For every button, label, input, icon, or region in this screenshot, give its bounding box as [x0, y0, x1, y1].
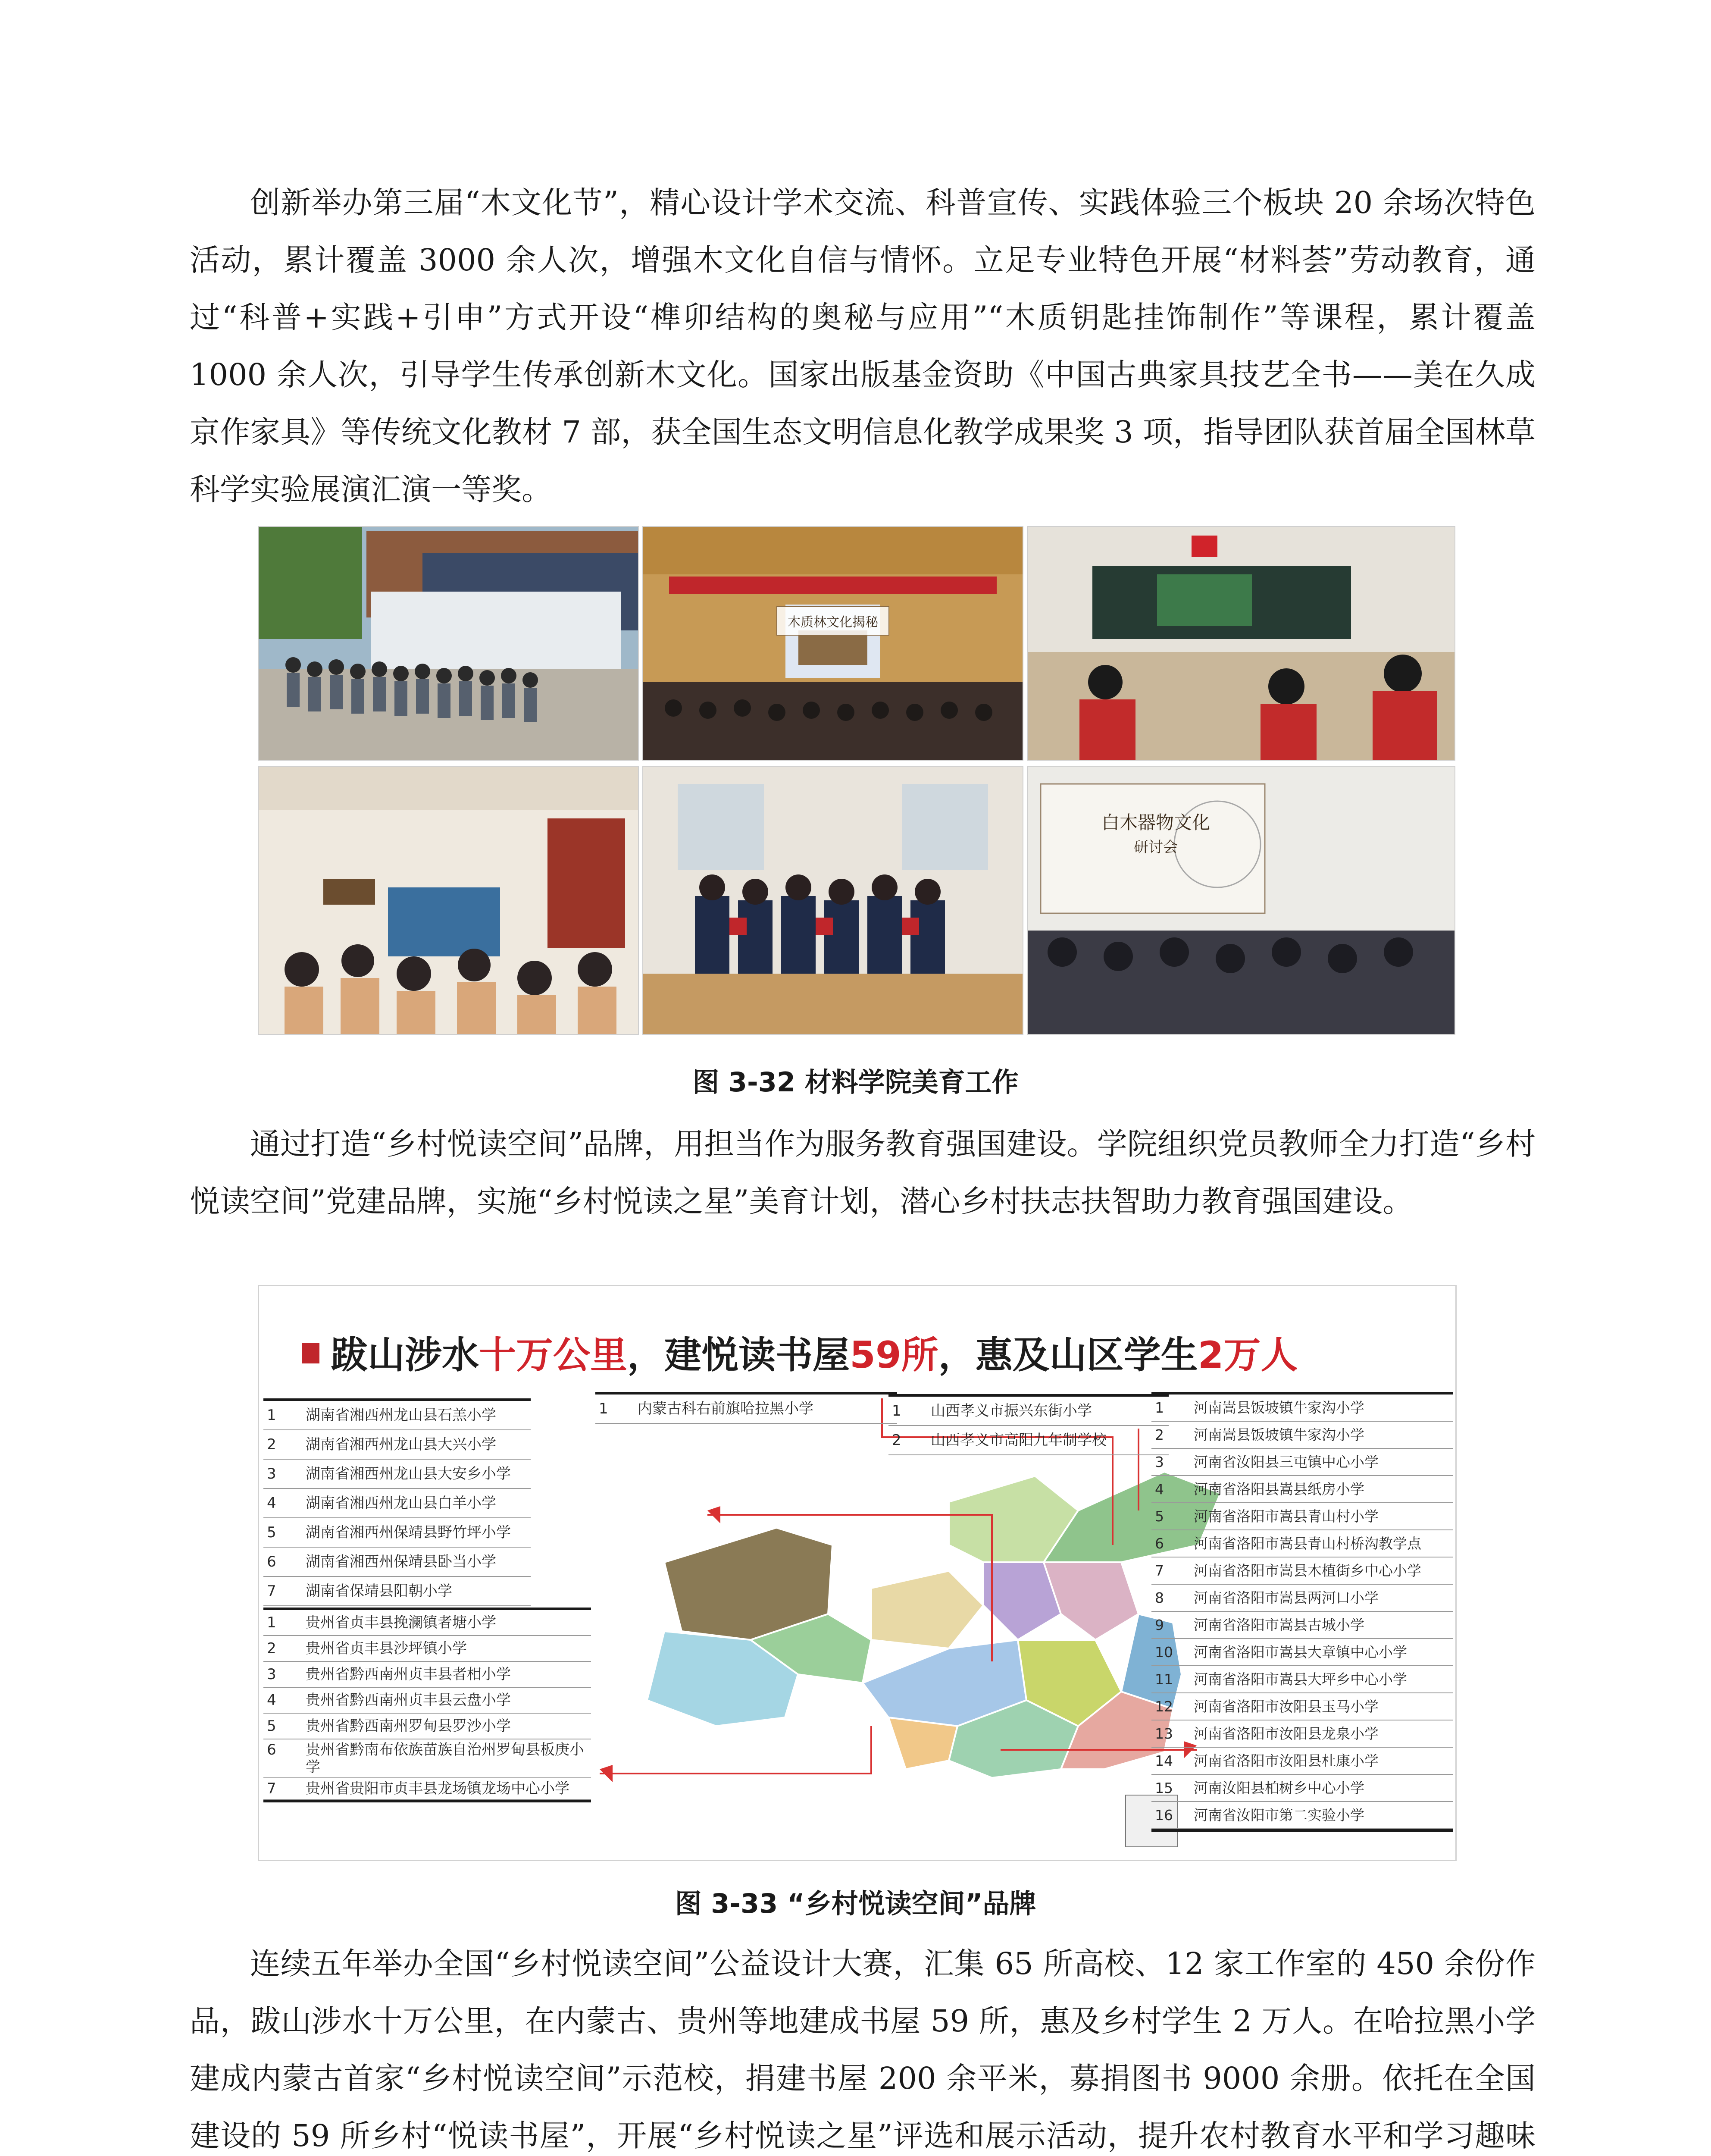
list-item-school-name: 河南省洛阳市嵩县青山村小学: [1194, 1508, 1379, 1525]
list-item: [1151, 1476, 1453, 1503]
list-item-school-name: 湖南省湘西州龙山县大兴小学: [306, 1436, 496, 1453]
list-item-number: 7: [267, 1780, 276, 1797]
list-item: [1151, 1666, 1453, 1693]
list-item-number: 1: [267, 1614, 276, 1631]
list-item-school-name: 湖南省保靖县阳朝小学: [306, 1583, 452, 1600]
photo-outdoor-exhibition: [258, 526, 639, 761]
list-item: [263, 1739, 591, 1778]
list-item-school-name: 河南省洛阳县嵩县纸房小学: [1194, 1481, 1364, 1498]
henan-school-list: [1151, 1392, 1453, 1832]
list-item-school-name: 河南省洛阳市嵩县两河口小学: [1194, 1589, 1379, 1606]
list-item: [263, 1401, 531, 1430]
photo-classroom-students: [1027, 526, 1455, 761]
list-item-number: 2: [267, 1640, 276, 1657]
list-item: [1151, 1748, 1453, 1775]
slide-title-1: 木质林文化揭秘: [776, 606, 889, 636]
list-item: [263, 1714, 591, 1739]
list-item-number: 5: [267, 1717, 276, 1735]
list-item-school-name: 内蒙古科右前旗哈拉黑小学: [638, 1400, 813, 1417]
body-paragraph-2: 通过打造“乡村悦读空间”品牌，用担当作为服务教育强国建设。学院组织党员教师全力打造“乡村悦读空间”党建品牌，实施“乡村悦读之星”美育计划，潜心乡村扶志扶智助力教育强国建设。: [190, 1126, 1536, 1219]
list-item-school-name: 贵州省黔西南州贞丰县者相小学: [306, 1666, 511, 1683]
figure-3-33: [258, 1285, 1457, 1861]
list-item-number: 11: [1155, 1671, 1173, 1688]
photo-museum-visit: [258, 766, 639, 1035]
figure-caption-3-32: 图 3-32 材料学院美育工作: [692, 1066, 1019, 1098]
list-item-number: 6: [1155, 1535, 1164, 1552]
list-item: [1151, 1639, 1453, 1666]
list-item-school-name: 河南嵩县饭坡镇牛家沟小学: [1194, 1426, 1364, 1443]
list-item-school-name: 河南省洛阳市嵩县古城小学: [1194, 1617, 1364, 1633]
list-item-number: 1: [1155, 1399, 1164, 1416]
list-item: [263, 1610, 591, 1636]
list-item-number: 10: [1155, 1644, 1173, 1661]
list-item-school-name: 湖南省湘西州龙山县大安乡小学: [306, 1465, 511, 1482]
list-item-school-name: 贵州省贞丰县挽澜镇者塘小学: [306, 1614, 496, 1631]
list-item: [1151, 1557, 1453, 1585]
list-item-number: 5: [1155, 1508, 1164, 1525]
list-item-number: 12: [1155, 1698, 1173, 1715]
list-item-school-name: 湖南省湘西州保靖县野竹坪小学: [306, 1524, 511, 1541]
slide-title-3: 研讨会: [1134, 838, 1178, 856]
list-item-school-name: 河南省洛阳市汝阳县龙泉小学: [1194, 1725, 1379, 1742]
list-item-number: 1: [267, 1407, 276, 1424]
list-item-number: 9: [1155, 1617, 1164, 1633]
list-item: [263, 1548, 531, 1577]
list-item-school-name: 山西孝义市振兴东街小学: [931, 1402, 1092, 1420]
list-item-number: 7: [1155, 1562, 1164, 1579]
list-item-school-name: 河南省汝阳县三屯镇中心小学: [1194, 1454, 1379, 1470]
list-item-number: 3: [1155, 1454, 1164, 1470]
list-item-school-name: 河南省洛阳市嵩县大坪乡中心小学: [1194, 1671, 1407, 1688]
slide-title-2: 白木器物文化: [1101, 812, 1211, 833]
list-item-school-name: 山西孝义市高阳九年制学校: [931, 1432, 1107, 1449]
list-item-school-name: 河南汝阳县柏树乡中心小学: [1194, 1780, 1364, 1796]
list-item-number: 14: [1155, 1752, 1173, 1769]
list-item-number: 16: [1155, 1807, 1173, 1824]
list-item: [263, 1688, 591, 1714]
list-item: [263, 1636, 591, 1662]
list-item: [1151, 1449, 1453, 1476]
list-item-number: 2: [267, 1436, 276, 1453]
list-item: [1151, 1802, 1453, 1829]
list-item-school-name: 河南嵩县饭坡镇牛家沟小学: [1194, 1399, 1364, 1416]
list-item-school-name: 贵州省黔西南州罗甸县罗沙小学: [306, 1717, 511, 1735]
list-item-number: 15: [1155, 1780, 1173, 1796]
list-item-school-name: 湖南省湘西州龙山县石羔小学: [306, 1407, 496, 1424]
list-item-school-name: 河南省洛阳市汝阳县杜康小学: [1194, 1752, 1379, 1769]
list-item-number: 8: [1155, 1589, 1164, 1606]
body-paragraph-1: 创新举办第三届“木文化节”，精心设计学术交流、科普宣传、实践体验三个板块 20 余场次特色活动，累计覆盖 3000 余人次，增强木文化自信与情怀。立足专业特色开展“材料荟”劳动教育，通过“科普+实践+引申”方式开设“榫卯结构的奥秘与应用”“木质钥匙挂饰制作”等课程，累计覆盖 1000 余人次，引导学生传承创新木文化。国家出版基金资助《中国古典家具技艺全书——美在久成 京作家具》等传统文化教材 7 部，获全国生态文明信息化教学成果奖 3 项，指导团队获首届全国林草科学实验展演汇演一等奖。: [190, 185, 1536, 507]
list-item-school-name: 贵州省黔西南州贞丰县云盘小学: [306, 1692, 511, 1709]
list-item-school-name: 湖南省湘西州保靖县卧当小学: [306, 1553, 496, 1570]
list-item: [263, 1662, 591, 1688]
list-item-school-name: 贵州省黔南布依族苗族自治州罗甸县板庚小学: [306, 1741, 584, 1776]
list-item: [1151, 1422, 1453, 1449]
list-item: [263, 1778, 591, 1800]
list-item-number: 1: [599, 1400, 608, 1417]
list-item: [263, 1489, 531, 1518]
list-item: [263, 1430, 531, 1460]
list-item-number: 6: [267, 1553, 276, 1570]
list-item: [1151, 1530, 1453, 1557]
list-item: [263, 1460, 531, 1489]
photo-group-students: [642, 766, 1023, 1035]
list-item-number: 2: [1155, 1426, 1164, 1443]
list-item-number: 7: [267, 1583, 276, 1600]
photo-auditorium-lecture: [642, 526, 1023, 761]
list-item-number: 4: [1155, 1481, 1164, 1498]
list-item-school-name: 湖南省湘西州龙山县白羊小学: [306, 1495, 496, 1512]
hunan-school-list: [263, 1398, 531, 1606]
list-item-number: 1: [892, 1402, 901, 1420]
list-item: [1151, 1775, 1453, 1802]
list-item: [595, 1395, 897, 1424]
list-item: [1151, 1503, 1453, 1530]
list-item-number: 3: [267, 1465, 276, 1482]
body-paragraph-3: 连续五年举办全国“乡村悦读空间”公益设计大赛，汇集 65 所高校、12 家工作室的 450 余份作品，跋山涉水十万公里，在内蒙古、贵州等地建成书屋 59 所，惠及乡村学生 2 万人。在哈拉黑小学建成内蒙古首家“乡村悦读空间”示范校，捐建书屋 200 余平米，募捐图书 9000 余册。依托在全国建设的 59 所乡村“悦读书屋”，开展“乡村悦读之星”评选和展示活动，提升农村教育水平和学习趣味: [190, 1946, 1536, 2153]
list-item: [1151, 1720, 1453, 1748]
list-item: [263, 1518, 531, 1548]
list-item: [1151, 1612, 1453, 1639]
photo-seminar: [1027, 766, 1455, 1035]
list-item: [263, 1577, 531, 1606]
list-item: [888, 1397, 1169, 1426]
list-item-number: 5: [267, 1524, 276, 1541]
list-item-school-name: 河南省汝阳市第二实验小学: [1194, 1807, 1364, 1824]
list-item-school-name: 河南省洛阳市嵩县大章镇中心小学: [1194, 1644, 1407, 1661]
list-item-school-name: 河南省洛阳市嵩县青山村桥沟教学点: [1194, 1535, 1421, 1552]
neimenggu-school-list: [595, 1392, 897, 1424]
shanxi-school-list: [888, 1394, 1169, 1455]
figure-banner-title: 跋山涉水十万公里，建悦读书屋59所，惠及山区学生2万人: [302, 1325, 1298, 1379]
list-item-number: 6: [267, 1741, 276, 1758]
list-item: [1151, 1693, 1453, 1720]
list-item-number: 2: [892, 1432, 901, 1449]
list-item-number: 4: [267, 1692, 276, 1709]
list-item: [888, 1426, 1169, 1455]
list-item-school-name: 贵州省贞丰县沙坪镇小学: [306, 1640, 467, 1657]
guizhou-school-list: [263, 1608, 591, 1802]
figure-caption-3-33: 图 3-33 “乡村悦读空间”品牌: [675, 1888, 1036, 1919]
list-item-school-name: 贵州省贵阳市贞丰县龙场镇龙场中心小学: [306, 1780, 569, 1797]
list-item-school-name: 河南省洛阳市汝阳县玉马小学: [1194, 1698, 1379, 1715]
list-item-number: 3: [267, 1666, 276, 1683]
list-item: [1151, 1585, 1453, 1612]
list-item: [1151, 1395, 1453, 1422]
list-item-number: 4: [267, 1495, 276, 1512]
list-item-number: 13: [1155, 1725, 1173, 1742]
list-item-school-name: 河南省洛阳市嵩县木植街乡中心小学: [1194, 1562, 1421, 1579]
